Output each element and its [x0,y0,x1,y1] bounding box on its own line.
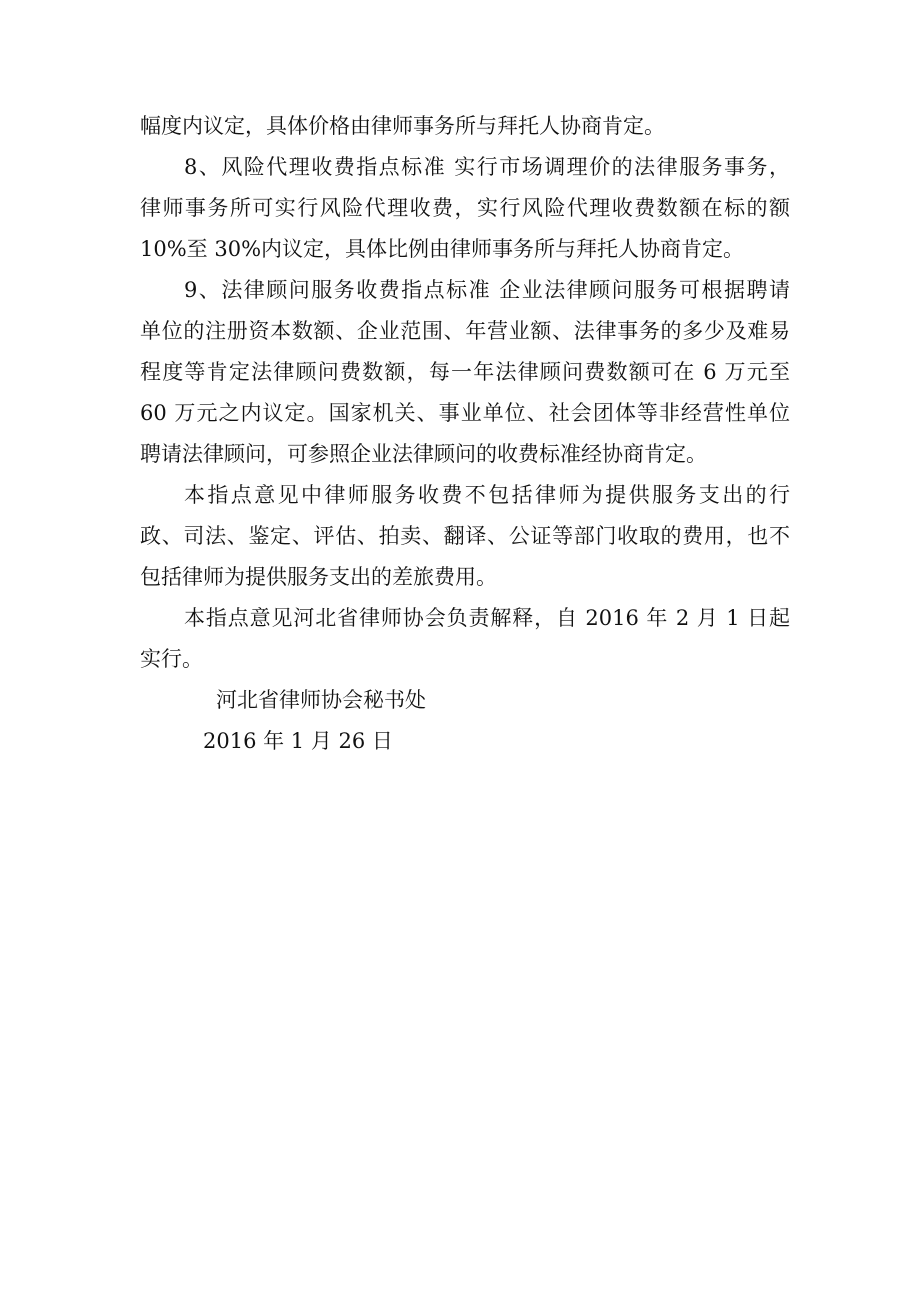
text-line: 程度等肯定法律顾问费数额，每一年法律顾问费数额可在 6 万元至 [140,360,790,384]
text-line: 幅度内议定，具体价格由律师事务所与拜托人协商肯定。 [140,114,665,138]
text-line: 10%至 30%内议定，具体比例由律师事务所与拜托人协商肯定。 [140,237,745,261]
text-line: 单位的注册资本数额、企业范围、年营业额、法律事务的多少及难易 [140,319,790,343]
text-line: 8、风险代理收费指点标准 实行市场调理价的法律服务事务， [184,155,790,179]
signature-organization: 河北省律师协会秘书处 [216,688,426,712]
text-line: 包括律师为提供服务支出的差旅费用。 [140,565,497,589]
signature-date: 2016 年 1 月 26 日 [203,729,393,753]
document-body [140,106,790,762]
text-line: 政、司法、鉴定、评估、拍卖、翻译、公证等部门收取的费用，也不 [140,524,790,548]
text-line: 律师事务所可实行风险代理收费，实行风险代理收费数额在标的额 [140,196,790,220]
text-line: 实行。 [140,647,203,671]
text-line: 本指点意见河北省律师协会负责解释，自 2016 年 2 月 1 日起 [184,606,790,630]
text-line: 60 万元之内议定。国家机关、事业单位、社会团体等非经营性单位 [140,401,790,425]
text-line: 聘请法律顾问，可参照企业法律顾问的收费标准经协商肯定。 [140,442,707,466]
text-line: 本指点意见中律师服务收费不包括律师为提供服务支出的行 [184,483,790,507]
text-line: 9、法律顾问服务收费指点标准 企业法律顾问服务可根据聘请 [184,278,790,302]
